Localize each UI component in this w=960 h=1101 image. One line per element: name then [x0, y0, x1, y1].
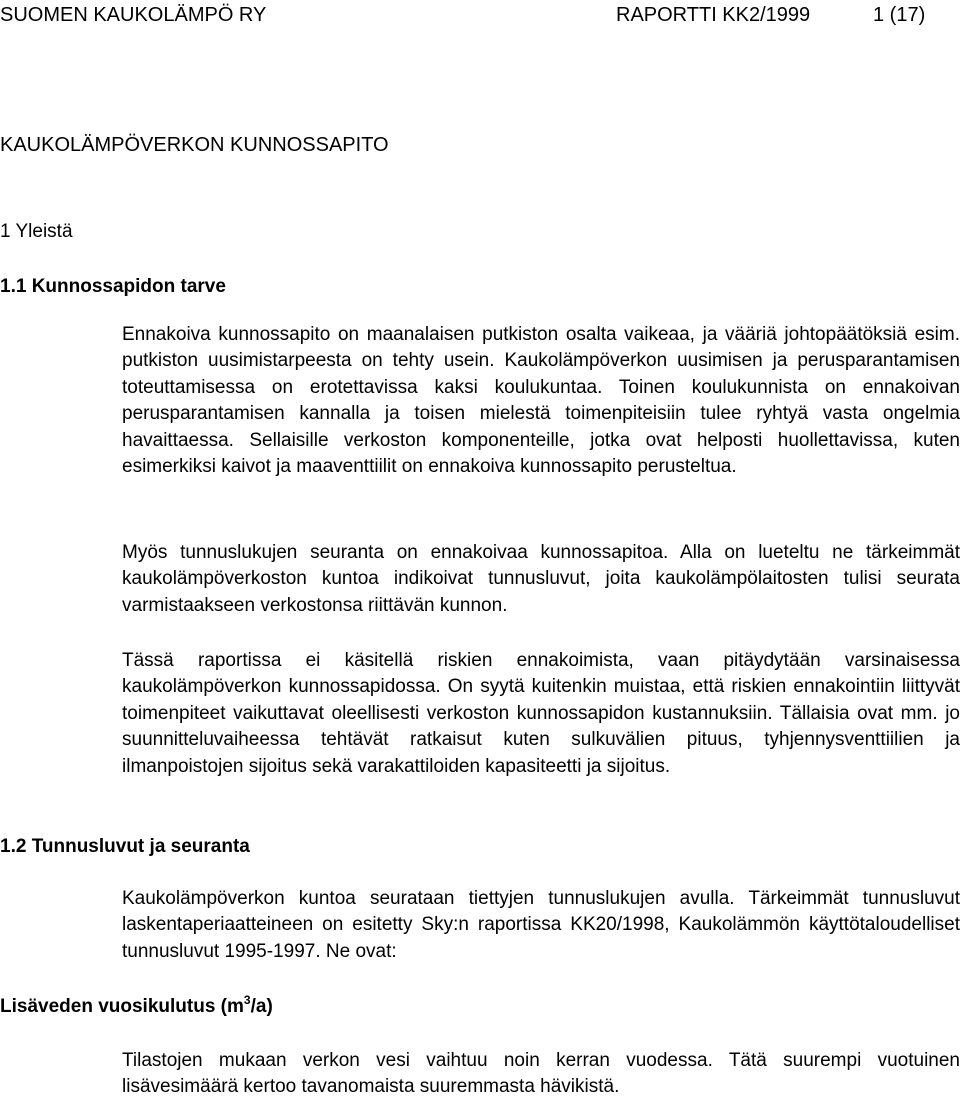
paragraph: Ennakoiva kunnossapito on maanalaisen putkiston osalta vaikeaa, ja vääriä johtopäätöksiä esim. putkiston uusimistarpeesta on tehty usein. Kaukolämpöverkon uusimisen ja perusparantamisen toteuttamisessa on erotettavissa kaksi koulukuntaa. Toinen koulukunnista on ennakoivan perusparantamisen kannalla ja toisen mielestä toimenpiteisiin tulee ryhtyä vasta ongelmia havaittaessa. Sellaisille verkoston komponenteille, jotka ovat helposti huollettavissa, kuten esimerkiksi kaivot ja maaventtiilit on ennakoiva kunnossapito perusteltua.: [122, 324, 960, 478]
section-heading-yleista: 1 Yleistä: [0, 221, 73, 242]
paragraph: Kaukolämpöverkon kuntoa seurataan tiettyjen tunnuslukujen avulla. Tärkeimmät tunnusluvut laskentaperiaatteineen on esitetty Sky:n raportissa KK20/1998, Kaukolämmön käyttötaloudelliset tunnusluvut 1995-1997. Ne ovat:: [122, 888, 960, 962]
heading-text: Lisäveden vuosikulutus (m: [0, 996, 244, 1017]
superscript-exponent: 3: [243, 993, 251, 1007]
page-number: 1 (17): [873, 4, 926, 26]
paragraph: Myös tunnuslukujen seuranta on ennakoivaa kunnossapitoa. Alla on lueteltu ne tärkeimmät kaukolämpöverkoston kuntoa indikoivat tunnusluvut, joita kaukolämpölaitosten tulisi seurata varmistaakseen verkostonsa riittävän kunnon.: [122, 542, 960, 616]
document-title: KAUKOLÄMPÖVERKON KUNNOSSAPITO: [0, 134, 389, 156]
heading-text-unit-end: /a): [250, 996, 273, 1017]
paragraph: Tässä raportissa ei käsitellä riskien ennakoimista, vaan pitäydytään varsinaisessa kaukolämpöverkon kunnossapidossa. On syytä kuitenkin muistaa, että riskien ennakointiin liittyvät toimenpiteet vaikuttavat oleellisesti verkoston kunnossapidon kustannuksiin. Tällaisia ovat mm. jo suunnitteluvaiheessa tehtävät ratkaisut kuten sulkuvälien pituus, tyhjennysventtiilien ja ilmanpoistojen sijoitus sekä varakattiloiden kapasiteetti ja sijoitus.: [122, 650, 960, 777]
page-header: [0, 2, 960, 28]
section-heading-kunnossapidon-tarve: 1.1 Kunnossapidon tarve: [0, 276, 226, 297]
organization-name: SUOMEN KAUKOLÄMPÖ RY: [0, 4, 267, 26]
paragraph: Tilastojen mukaan verkon vesi vaihtuu noin kerran vuodessa. Tätä suurempi vuotuinen lisävesimäärä kertoo tavanomaista suuremmasta hävikistä.: [122, 1050, 960, 1098]
report-number: RAPORTTI KK2/1999: [616, 4, 811, 26]
subsection-heading-lisavesi: [0, 995, 273, 1019]
section-heading-tunnusluvut: 1.2 Tunnusluvut ja seuranta: [0, 836, 250, 857]
